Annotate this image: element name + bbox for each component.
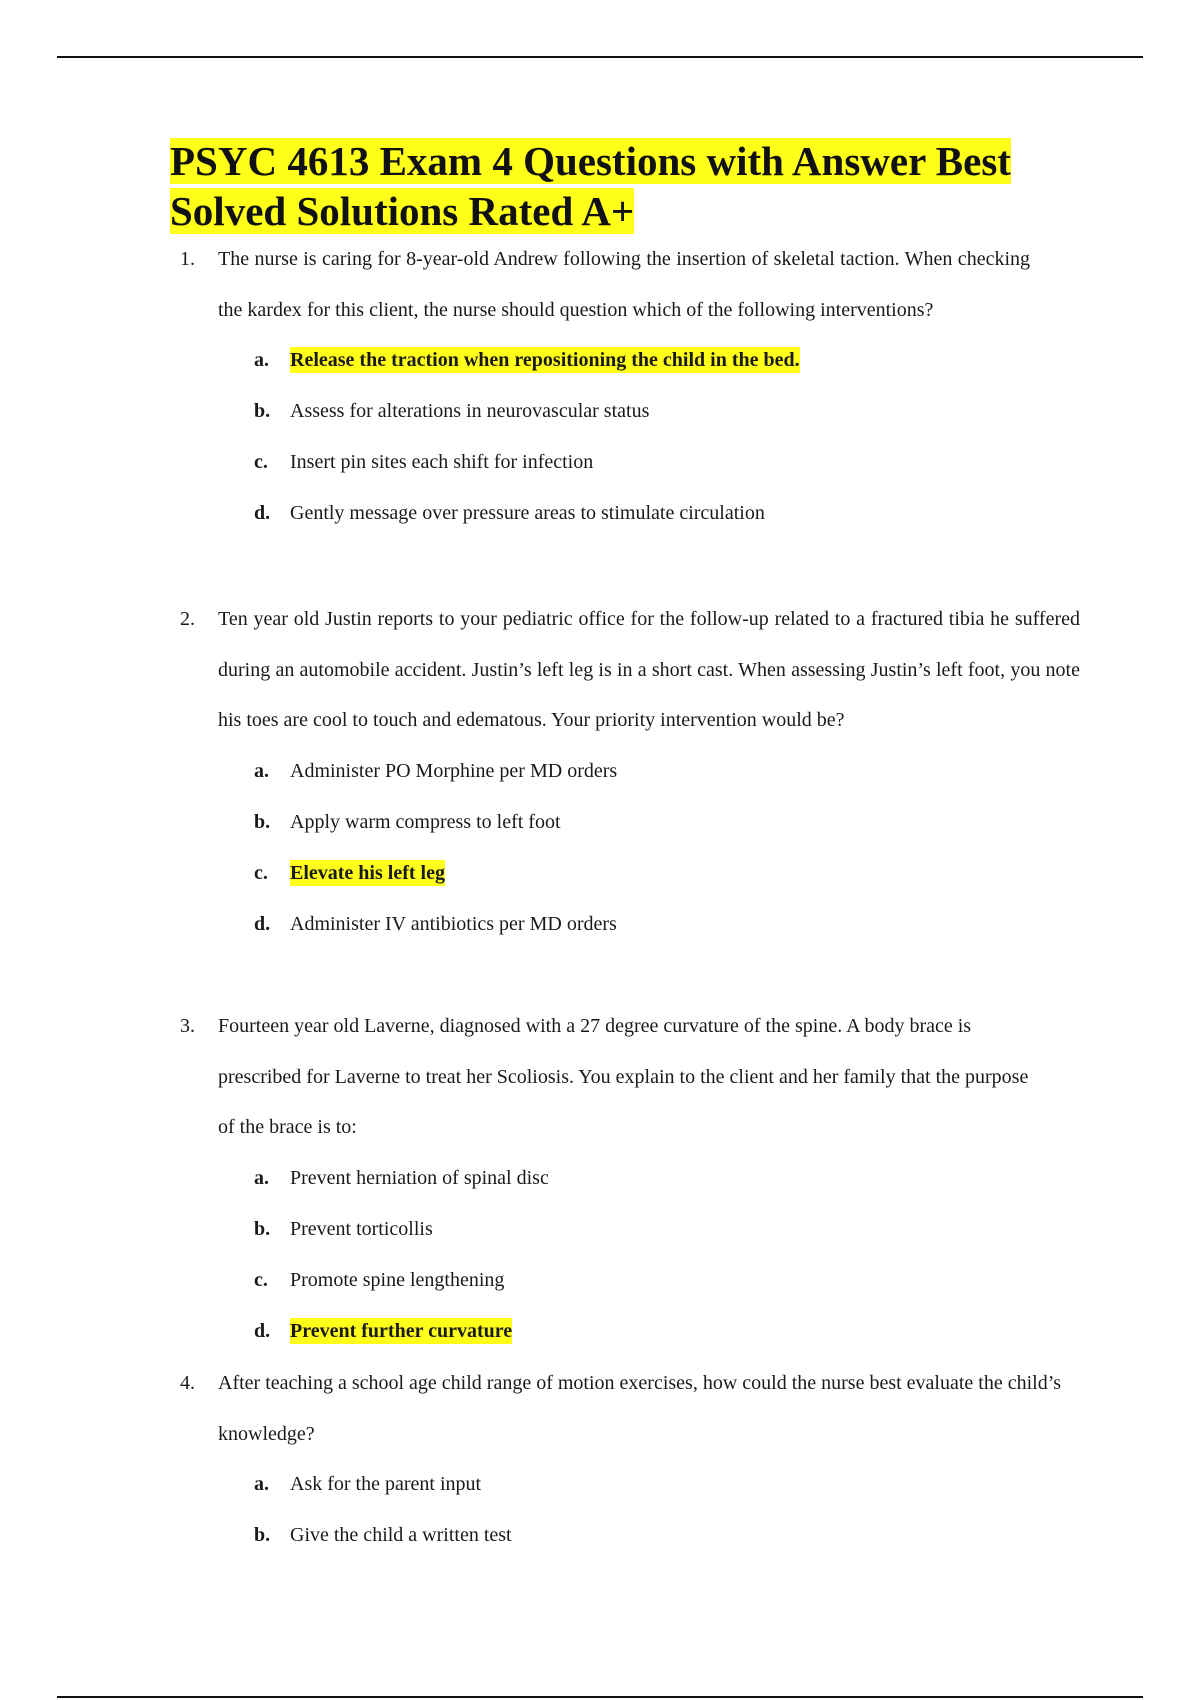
option-letter: a. [254, 1166, 269, 1189]
option-letter: b. [254, 1217, 271, 1240]
top-rule [57, 56, 1143, 58]
question-number: 2. [180, 608, 195, 630]
option-letter: c. [254, 451, 268, 473]
option-letter: b. [254, 810, 271, 833]
option-list [180, 746, 1080, 950]
option-letter: d. [254, 912, 271, 935]
question-number: 3. [180, 1015, 195, 1037]
option-a [180, 1459, 1080, 1510]
question-number: 4. [180, 1372, 195, 1394]
option-d [180, 899, 1080, 950]
title-line-1: PSYC 4613 Exam 4 Questions with Answer Best [170, 138, 1011, 184]
option-letter: d. [254, 1319, 271, 1342]
question-2 [180, 594, 1080, 950]
option-text: Gently message over pressure areas to stimulate circulation [290, 502, 765, 524]
option-text: Prevent torticollis [290, 1217, 433, 1240]
question-text: Fourteen year old Laverne, diagnosed with a 27 degree curvature of the spine. A body brace is prescribed for Laverne to treat her Scoliosis. You explain to the client and her family that the purpose of the brace is to: [218, 1015, 1029, 1138]
option-text: Apply warm compress to left foot [290, 810, 561, 833]
option-c [180, 437, 1080, 488]
option-letter: c. [254, 861, 268, 884]
option-text-correct: Release the traction when repositioning the child in the bed. [290, 349, 800, 371]
option-text: Promote spine lengthening [290, 1268, 505, 1291]
option-d [180, 1306, 1080, 1357]
option-list [180, 335, 1080, 539]
question-text: The nurse is caring for 8-year-old Andrew following the insertion of skeletal taction. When checking the kardex for this client, the nurse should question which of the following interventions? [218, 248, 1030, 321]
option-text: Administer IV antibiotics per MD orders [290, 912, 617, 935]
option-letter: b. [254, 400, 271, 422]
option-a [180, 746, 1080, 797]
option-b [180, 1510, 1080, 1561]
page-title [170, 136, 1110, 236]
question-1 [180, 234, 1080, 539]
option-a [180, 1153, 1080, 1204]
option-letter: a. [254, 759, 269, 782]
option-text: Ask for the parent input [290, 1473, 482, 1495]
option-text-correct: Prevent further curvature [290, 1319, 513, 1342]
option-letter: c. [254, 1268, 268, 1291]
option-c [180, 848, 1080, 899]
option-list [180, 1459, 1080, 1561]
option-list [180, 1153, 1080, 1357]
option-letter: a. [254, 349, 269, 371]
question-text: Ten year old Justin reports to your pediatric office for the follow-up related to a fractured tibia he suffered during an automobile accident. Justin’s left leg is in a short cast. When assessing Justin’s left foot, you note his toes are cool to touch and edematous. Your priority intervention would be? [218, 608, 1080, 731]
option-text: Assess for alterations in neurovascular status [290, 400, 650, 422]
question-3 [180, 1001, 1080, 1357]
option-letter: a. [254, 1473, 269, 1495]
option-d [180, 488, 1080, 539]
option-b [180, 386, 1080, 437]
option-c [180, 1255, 1080, 1306]
option-a [180, 335, 1080, 386]
option-text: Prevent herniation of spinal disc [290, 1166, 549, 1189]
title-line-2: Solved Solutions Rated A+ [170, 188, 635, 234]
bottom-rule [57, 1696, 1143, 1698]
option-b [180, 1204, 1080, 1255]
option-text: Give the child a written test [290, 1524, 512, 1546]
option-letter: b. [254, 1524, 271, 1546]
option-b [180, 797, 1080, 848]
option-letter: d. [254, 502, 271, 524]
question-4 [180, 1358, 1080, 1561]
question-number: 1. [180, 248, 195, 270]
option-text: Insert pin sites each shift for infection [290, 451, 594, 473]
option-text: Administer PO Morphine per MD orders [290, 759, 618, 782]
option-text-correct: Elevate his left leg [290, 861, 445, 884]
question-text: After teaching a school age child range of motion exercises, how could the nurse best evaluate the child’s knowledge? [218, 1372, 1062, 1445]
